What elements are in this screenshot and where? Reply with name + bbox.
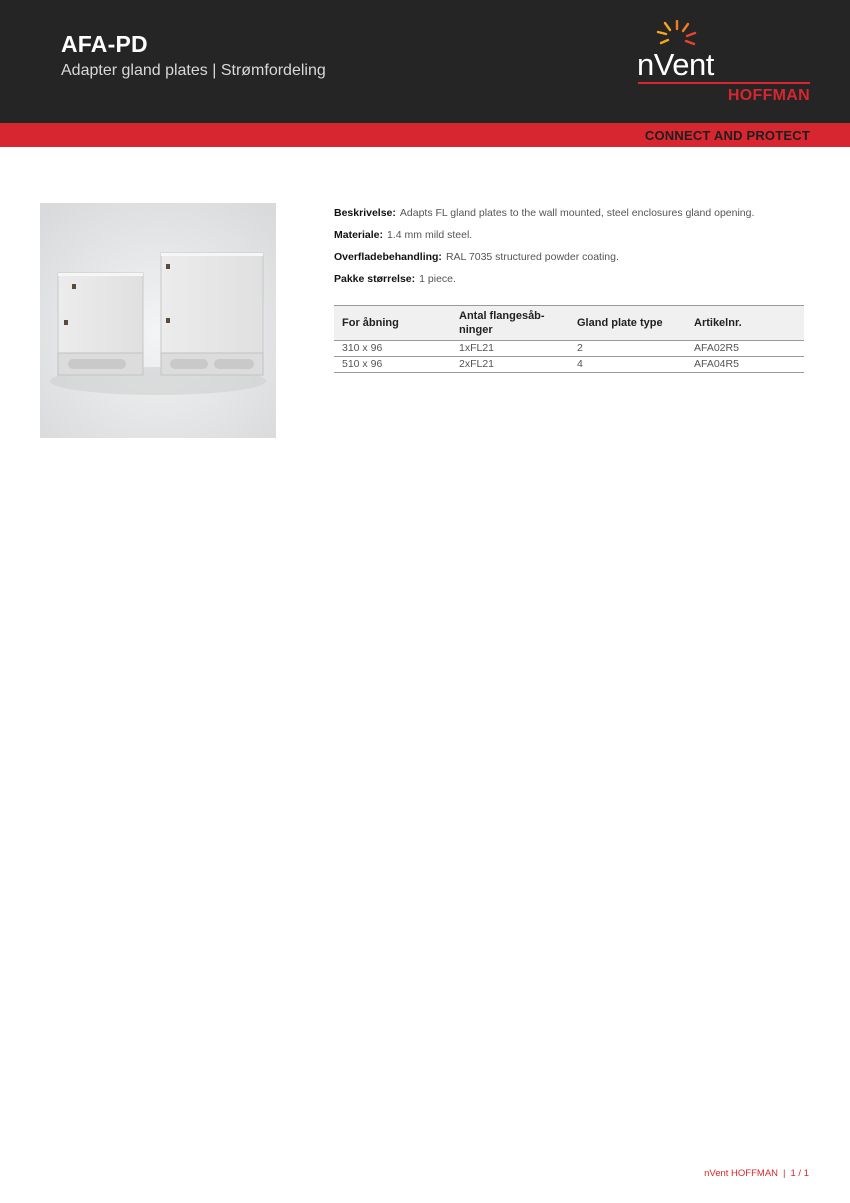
- logo-sub: HOFFMAN: [727, 87, 810, 104]
- table-cell: 2xFL21: [451, 357, 569, 373]
- table-cell: 2: [569, 341, 686, 357]
- enclosures-illustration: [40, 203, 276, 438]
- table-header-row: [334, 306, 804, 341]
- tagline: CONNECT AND PROTECT: [644, 128, 810, 143]
- spec-label: Pakke størrelse:: [334, 273, 416, 285]
- sunburst-icon: [656, 20, 700, 50]
- product-title: AFA-PD: [61, 31, 148, 57]
- article-table-wrap: [334, 305, 804, 373]
- spec-description: [334, 206, 804, 220]
- table-cell: AFA02R5: [686, 341, 804, 357]
- spec-value: RAL 7035 structured powder coating.: [445, 251, 619, 263]
- spec-package-size: [334, 272, 804, 286]
- nvent-hoffman-logo: [636, 20, 812, 110]
- table-cell: 1xFL21: [451, 341, 569, 357]
- page-header: [0, 0, 850, 123]
- spec-material: [334, 228, 804, 242]
- page-footer: [704, 1168, 809, 1179]
- footer-brand: nVent HOFFMAN: [704, 1168, 779, 1179]
- spec-label: Overfladebehandling:: [334, 251, 442, 263]
- tagline-band: [0, 123, 850, 147]
- logo-brand: nVent: [637, 47, 714, 82]
- spec-label: Beskrivelse:: [334, 207, 396, 219]
- spec-value: 1.4 mm mild steel.: [387, 229, 473, 241]
- product-image: [40, 203, 276, 438]
- table-cell: 310 x 96: [334, 341, 451, 357]
- logo-rule: [638, 82, 810, 84]
- table-cell: 4: [569, 357, 686, 373]
- column-header-article-number: Artikelnr.: [686, 306, 804, 341]
- product-subtitle: Adapter gland plates | Strømfordeling: [61, 62, 326, 79]
- footer-separator: |: [783, 1168, 786, 1179]
- table-row: [334, 357, 804, 373]
- spec-value: 1 piece.: [419, 273, 456, 285]
- table-row: [334, 341, 804, 357]
- page-number: 1 / 1: [790, 1168, 809, 1179]
- spec-value: Adapts FL gland plates to the wall mounted, steel enclosures gland opening.: [399, 207, 755, 219]
- spec-finish: [334, 250, 804, 264]
- column-header-gland-openings: Antal flangesåb- ninger: [451, 306, 569, 341]
- column-header-gland-plate-type: Gland plate type: [569, 306, 686, 341]
- article-table: [334, 305, 804, 373]
- spec-list: [334, 206, 804, 294]
- spec-label: Materiale:: [334, 229, 384, 241]
- table-cell: AFA04R5: [686, 357, 804, 373]
- column-header-opening: For åbning: [334, 306, 451, 341]
- table-cell: 510 x 96: [334, 357, 451, 373]
